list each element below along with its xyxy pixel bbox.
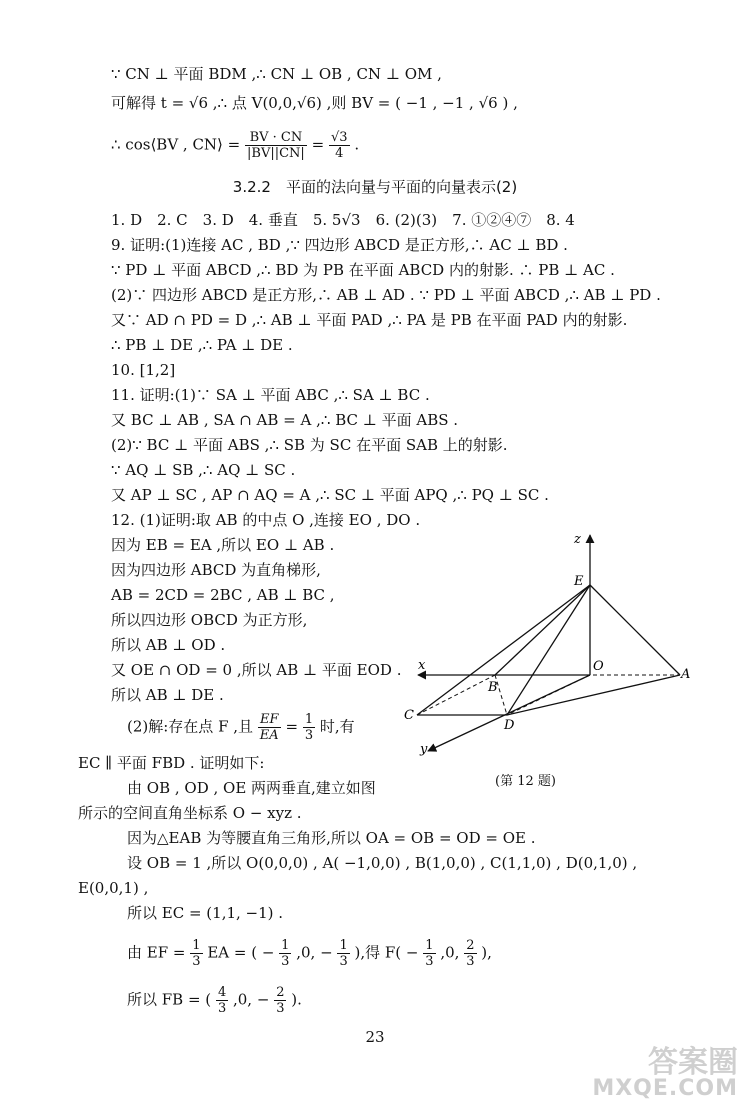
q12-line: 因为四边形 ABCD 为直角梯形, — [111, 561, 321, 579]
q11-line: (2)∵ BC ⊥ 平面 ABS ,∴ SB 为 SC 在平面 SAB 上的射影. — [111, 436, 508, 454]
fraction-denominator: 3 — [466, 954, 475, 969]
q12-line: 所示的空间直角坐标系 O − xyz . — [78, 804, 302, 822]
q9-line: (2)∵ 四边形 ABCD 是正方形,∴ AB ⊥ AD . ∵ PD ⊥ 平面 ABCD ,∴ AB ⊥ PD . — [111, 286, 661, 304]
watermark-line2: MXQE.COM — [592, 1076, 738, 1101]
fraction — [274, 985, 286, 1016]
q11-line: 又 BC ⊥ AB , SA ∩ AB = A ,∴ BC ⊥ 平面 ABS . — [111, 411, 459, 429]
edge-EB — [495, 585, 590, 675]
cos-lhs: ∴ cos⟨BV , CN⟩ = — [111, 135, 241, 154]
figure-caption: (第 12 题) — [495, 774, 556, 789]
fraction-numerator: 2 — [276, 985, 285, 1000]
text-span: ,0, − — [296, 943, 333, 962]
fraction-numerator: 1 — [304, 712, 314, 727]
fraction — [279, 938, 291, 969]
text-span: ),得 F( − — [354, 943, 419, 962]
text-span: 由 EF = — [127, 943, 186, 962]
q12-line: 又 OE ∩ OD = 0 ,所以 AB ⊥ 平面 EOD . — [111, 661, 402, 679]
label-C: C — [404, 708, 414, 723]
q12-line: 所以 AB ⊥ OD . — [111, 636, 226, 654]
text-span: ), — [481, 943, 492, 962]
fraction — [329, 130, 350, 161]
geometry-figure — [400, 525, 710, 765]
q12-ef-line — [127, 938, 492, 969]
fraction-denominator: 3 — [425, 954, 434, 969]
label-D: D — [504, 718, 515, 733]
q11-line: 又 AP ⊥ SC , AP ∩ AQ = A ,∴ SC ⊥ 平面 APQ ,∴ PQ ⊥ SC . — [111, 486, 549, 504]
q10-line: 10. [1,2] — [111, 361, 176, 379]
q11-line: 11. 证明:(1)∵ SA ⊥ 平面 ABC ,∴ SA ⊥ BC . — [111, 386, 430, 404]
text-span: 所以 FB = ( — [127, 990, 212, 1009]
fraction-denominator: 3 — [304, 728, 314, 743]
fraction-denominator: 3 — [192, 954, 201, 969]
q12-line: 12. (1)证明:取 AB 的中点 O ,连接 EO , DO . — [111, 511, 421, 529]
label-z: z — [574, 532, 581, 547]
cos-formula-line — [111, 130, 359, 161]
edge-EC — [417, 585, 590, 715]
q12-line: 所以 EC = (1,1, −1) . — [127, 904, 284, 922]
fraction-numerator: 1 — [192, 938, 201, 953]
q9-line: ∵ PD ⊥ 平面 ABCD ,∴ BD 为 PB 在平面 ABCD 内的射影. ∴ PB ⊥ AC . — [111, 261, 615, 279]
q12-line: 所以四边形 OBCD 为正方形, — [111, 611, 308, 629]
q9-line: ∴ PB ⊥ DE ,∴ PA ⊥ DE . — [111, 336, 293, 354]
fraction-numerator: 1 — [339, 938, 348, 953]
q12-part2-line — [127, 712, 355, 743]
text-span: (2)解:存在点 F ,且 — [127, 717, 254, 736]
fraction-numerator: 1 — [425, 938, 434, 953]
fraction-denominator: 3 — [339, 954, 348, 969]
text-span: 时,有 — [319, 717, 355, 736]
fraction — [464, 938, 476, 969]
fraction-numerator: √3 — [330, 130, 348, 145]
fraction-denominator: 4 — [335, 146, 344, 161]
label-x: x — [418, 658, 426, 673]
fraction-denominator: EA — [259, 728, 279, 743]
fraction — [303, 712, 315, 743]
q12-line: 因为 EB = EA ,所以 EO ⊥ AB . — [111, 536, 335, 554]
q12-line: 由 OB , OD , OE 两两垂直,建立如图 — [127, 779, 376, 797]
watermark-line1: 答案圈 — [648, 1045, 738, 1080]
fraction — [216, 985, 228, 1016]
section-title: 3.2.2 平面的法向量与平面的向量表示(2) — [232, 178, 518, 196]
fraction-numerator: 2 — [466, 938, 475, 953]
text-span: ,0, — [440, 943, 460, 962]
fraction — [258, 712, 281, 743]
label-y: y — [420, 742, 428, 757]
fraction — [423, 938, 435, 969]
q12-line: 所以 AB ⊥ DE . — [111, 686, 224, 704]
label-E: E — [574, 574, 584, 589]
label-O: O — [593, 659, 604, 674]
q12-fb-line — [127, 985, 302, 1016]
q9-line: 又∵ AD ∩ PD = D ,∴ AB ⊥ 平面 PAD ,∴ PA 是 PB 在平面 PAD 内的射影. — [111, 311, 628, 329]
q11-line: ∵ AQ ⊥ SB ,∴ AQ ⊥ SC . — [111, 461, 296, 479]
q12-line: E(0,0,1) , — [78, 879, 149, 897]
equals: = — [311, 135, 325, 154]
fraction-denominator: |BV||CN| — [247, 146, 305, 161]
fraction — [245, 130, 307, 161]
fraction — [337, 938, 349, 969]
text-line: ∵ CN ⊥ 平面 BDM ,∴ CN ⊥ OB , CN ⊥ OM , — [111, 65, 442, 83]
fraction-numerator: EF — [258, 712, 281, 728]
label-A: A — [681, 667, 691, 682]
q9-line: 9. 证明:(1)连接 AC , BD ,∵ 四边形 ABCD 是正方形,∴ AC ⊥ BD . — [111, 236, 568, 254]
text-span: ). — [291, 990, 302, 1009]
period: . — [354, 135, 360, 154]
page-number: 23 — [365, 1028, 385, 1046]
q12-line: 因为△EAB 为等腰直角三角形,所以 OA = OB = OD = OE . — [127, 829, 536, 847]
text-line: 可解得 t = √6 ,∴ 点 V(0,0,√6) ,则 BV = ( −1 , −1 , √6 ) , — [111, 94, 518, 112]
q12-line: AB = 2CD = 2BC , AB ⊥ BC , — [111, 586, 335, 604]
q12-line: EC ∥ 平面 FBD . 证明如下: — [78, 754, 265, 772]
label-B: B — [488, 680, 498, 695]
q12-line: 设 OB = 1 ,所以 O(0,0,0) , A( −1,0,0) , B(1,0,0) , C(1,1,0) , D(0,1,0) , — [127, 854, 638, 872]
fraction-denominator: 3 — [281, 954, 290, 969]
fraction-numerator: 4 — [217, 985, 227, 1000]
fraction-numerator: BV · CN — [245, 130, 307, 146]
fraction-denominator: 3 — [276, 1001, 285, 1016]
equals: = — [285, 717, 299, 736]
fraction-numerator: 1 — [281, 938, 290, 953]
edge-ED — [507, 585, 590, 715]
text-span: EA = ( − — [207, 943, 275, 962]
text-span: ,0, − — [233, 990, 270, 1009]
fraction-denominator: 3 — [217, 1001, 227, 1016]
answers-line: 1. D 2. C 3. D 4. 垂直 5. 5√3 6. (2)(3) 7. ①②④⑦ 8. 4 — [111, 211, 575, 229]
watermark — [592, 1045, 738, 1101]
fraction — [190, 938, 202, 969]
